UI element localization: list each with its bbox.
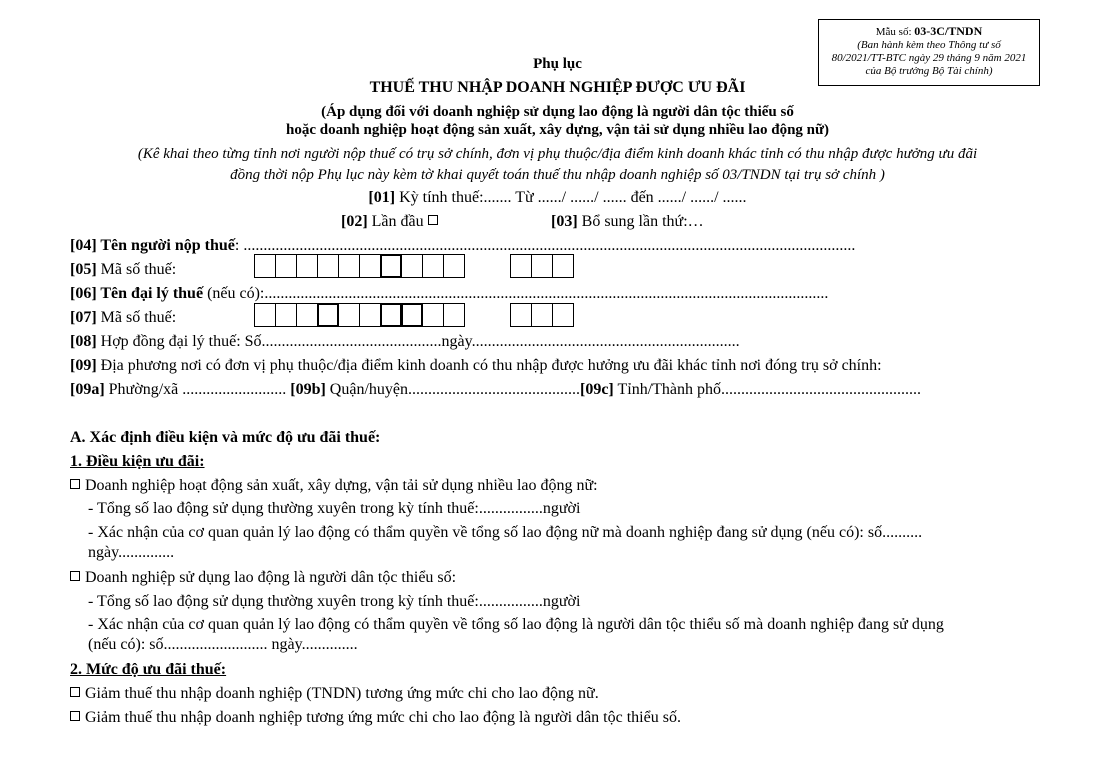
taxpayer-name-label: Tên người nộp thuế [96,237,235,254]
option-female-labor-label: Doanh nghiệp hoạt động sản xuất, xây dựng, vận tải sử dụng nhiều lao động nữ: [85,477,598,494]
agent-name-label: Tên đại lý thuế [96,285,204,302]
field-code-09a: [09a] [70,381,105,398]
branch-location-text: Địa phương nơi có đơn vị phụ thuộc/địa điểm kinh doanh có thu nhập được hưởng ưu đãi khác tỉnh nơi đóng trụ sở chính: [96,357,882,374]
ethnic-total-workers-line[interactable]: - Tổng số lao động sử dụng thường xuyên trong kỳ tính thuế:................người [88,593,581,610]
appendix-label: Phụ lục [533,56,582,72]
form-issue-line2: 80/2021/TT-BTC ngày 29 tháng 9 năm 2021 [831,52,1027,64]
province-field[interactable]: Tỉnh/Thành phố.................................................. [613,381,922,398]
tax-code-boxes[interactable] [255,254,465,278]
page-title: THUẾ THU NHẬP DOANH NGHIỆP ĐƯỢC ƯU ĐÃI [369,79,746,96]
subtitle-line1: (Áp dụng đối với doanh nghiệp sử dụng lao động là người dân tộc thiểu số [321,104,794,120]
female-certification-date[interactable]: ngày.............. [88,544,175,561]
supplement-field[interactable] [551,213,704,231]
first-time-field [341,213,443,231]
agent-tax-code-box[interactable] [296,303,318,327]
first-time-label: Lần đầu [367,213,428,230]
level-female-checkbox[interactable] [70,687,80,697]
agent-tax-code-box[interactable] [338,303,360,327]
conditions-heading: 1. Điều kiện ưu đãi: [70,453,205,470]
form-code-box [818,19,1040,86]
instruction-line1: (Kê khai theo từng tỉnh nơi người nộp thuế có trụ sở chính, đơn vị phụ thuộc/địa điểm kinh doanh khác tỉnh có thu nhập được hưởng ưu đãi [137,146,978,162]
level-female-option[interactable] [70,685,599,703]
tax-period-text: Kỳ tính thuế:....... Từ ....../ ....../ ...... đến ....../ ....../ ...... [395,189,747,206]
field-code-03: [03] [551,213,578,230]
tax-code-label: Mã số thuế: [96,261,177,278]
agent-tax-code-branch-boxes[interactable] [511,303,574,327]
ethnic-labor-checkbox[interactable] [70,571,80,581]
field-code-04: [04] [70,237,97,254]
agent-tax-code-label: Mã số thuế: [96,309,177,326]
first-time-checkbox[interactable] [428,215,438,225]
tax-code-branch-box[interactable] [531,254,553,278]
agent-tax-code-box[interactable] [422,303,444,327]
level-ethnic-checkbox[interactable] [70,711,80,721]
agent-tax-code-branch-box[interactable] [510,303,532,327]
supplement-text: Bổ sung lần thứ:… [577,213,704,230]
ethnic-certification-date[interactable]: (nếu có): số.......................... ngày.............. [88,636,358,653]
form-code-label: Mẫu số: [875,26,912,38]
subtitle-line2: hoặc doanh nghiệp hoạt động sản xuất, xây dựng, vận tải sử dụng nhiều lao động nữ) [285,122,830,138]
option-ethnic-labor[interactable] [70,569,456,587]
tax-period-field[interactable] [0,189,1115,207]
tax-code-box[interactable] [422,254,444,278]
form-code: 03-3C/TNDN [914,24,983,38]
tax-code-box[interactable] [401,254,423,278]
agent-tax-code-box[interactable] [254,303,276,327]
field-code-09: [09] [70,357,97,374]
agent-contract-text: Hợp đồng đại lý thuế: Số.............................................ngày................................................................... [96,333,740,350]
agent-tax-code-branch-box[interactable] [531,303,553,327]
level-ethnic-label: Giảm thuế thu nhập doanh nghiệp tương ứng mức chi cho lao động là người dân tộc thiểu số. [85,709,681,726]
field-code-09c: [09c] [580,381,614,398]
section-a-title: A. Xác định điều kiện và mức độ ưu đãi thuế: [70,429,381,446]
field-code-02: [02] [341,213,368,230]
field-code-01: [01] [368,189,396,206]
agent-tax-code-box[interactable] [380,303,402,327]
tax-code-box[interactable] [317,254,339,278]
tax-code-row [70,261,176,279]
option-ethnic-labor-label: Doanh nghiệp sử dụng lao động là người dân tộc thiểu số: [85,569,457,586]
field-code-06: [06] [70,285,97,302]
option-female-labor[interactable] [70,477,598,495]
tax-code-box[interactable] [359,254,381,278]
level-female-label: Giảm thuế thu nhập doanh nghiệp (TNDN) tương ứng mức chi cho lao động nữ. [85,685,599,702]
incentive-level-heading: 2. Mức độ ưu đãi thuế: [70,661,227,678]
tax-code-box[interactable] [443,254,465,278]
district-field[interactable]: Quận/huyện........................................... [325,381,580,398]
ward-field[interactable]: Phường/xã .......................... [104,381,291,398]
agent-contract-field[interactable] [70,333,740,351]
agent-name-dots: (nếu có):............................................................................................................................................. [203,285,829,302]
female-certification-line[interactable]: - Xác nhận của cơ quan quản lý lao động có thẩm quyền về tổng số lao động nữ mà doanh nghiệp đang sử dụng (nếu có): số.......... [88,524,923,541]
form-issue-line3: của Bộ trưởng Bộ Tài chính) [865,65,993,77]
field-code-09b: [09b] [290,381,326,398]
ethnic-certification-line[interactable]: - Xác nhận của cơ quan quản lý lao động có thẩm quyền về tổng số lao động là người dân tộc thiểu số mà doanh nghiệp đang sử dụng [88,616,944,633]
field-code-08: [08] [70,333,97,350]
female-total-workers-line[interactable]: - Tổng số lao động sử dụng thường xuyên trong kỳ tính thuế:................người [88,500,581,517]
field-code-07: [07] [70,309,97,326]
tax-code-branch-boxes[interactable] [511,254,574,278]
tax-code-branch-box[interactable] [510,254,532,278]
agent-tax-code-box[interactable] [359,303,381,327]
female-labor-checkbox[interactable] [70,479,80,489]
instruction-line2: đồng thời nộp Phụ lục này kèm tờ khai quyết toán thuế thu nhập doanh nghiệp số 03/TNDN tại trụ sở chính ) [230,167,885,183]
agent-tax-code-branch-box[interactable] [552,303,574,327]
tax-code-branch-box[interactable] [552,254,574,278]
agent-name-field[interactable] [70,285,828,303]
tax-code-box[interactable] [275,254,297,278]
branch-address-row[interactable] [70,381,921,399]
field-code-05: [05] [70,261,97,278]
agent-tax-code-box[interactable] [401,303,423,327]
tax-code-box[interactable] [296,254,318,278]
agent-tax-code-box[interactable] [443,303,465,327]
tax-code-box[interactable] [254,254,276,278]
agent-tax-code-row [70,309,176,327]
agent-tax-code-box[interactable] [275,303,297,327]
level-ethnic-option[interactable] [70,709,681,727]
branch-location-heading [70,357,882,375]
tax-code-box[interactable] [380,254,402,278]
agent-tax-code-box[interactable] [317,303,339,327]
taxpayer-name-field[interactable] [70,237,855,255]
form-issue-line1: (Ban hành kèm theo Thông tư số [857,39,1001,51]
tax-code-box[interactable] [338,254,360,278]
taxpayer-name-dots: : ......................................................................................................................................................... [234,237,856,254]
agent-tax-code-boxes[interactable] [255,303,465,327]
